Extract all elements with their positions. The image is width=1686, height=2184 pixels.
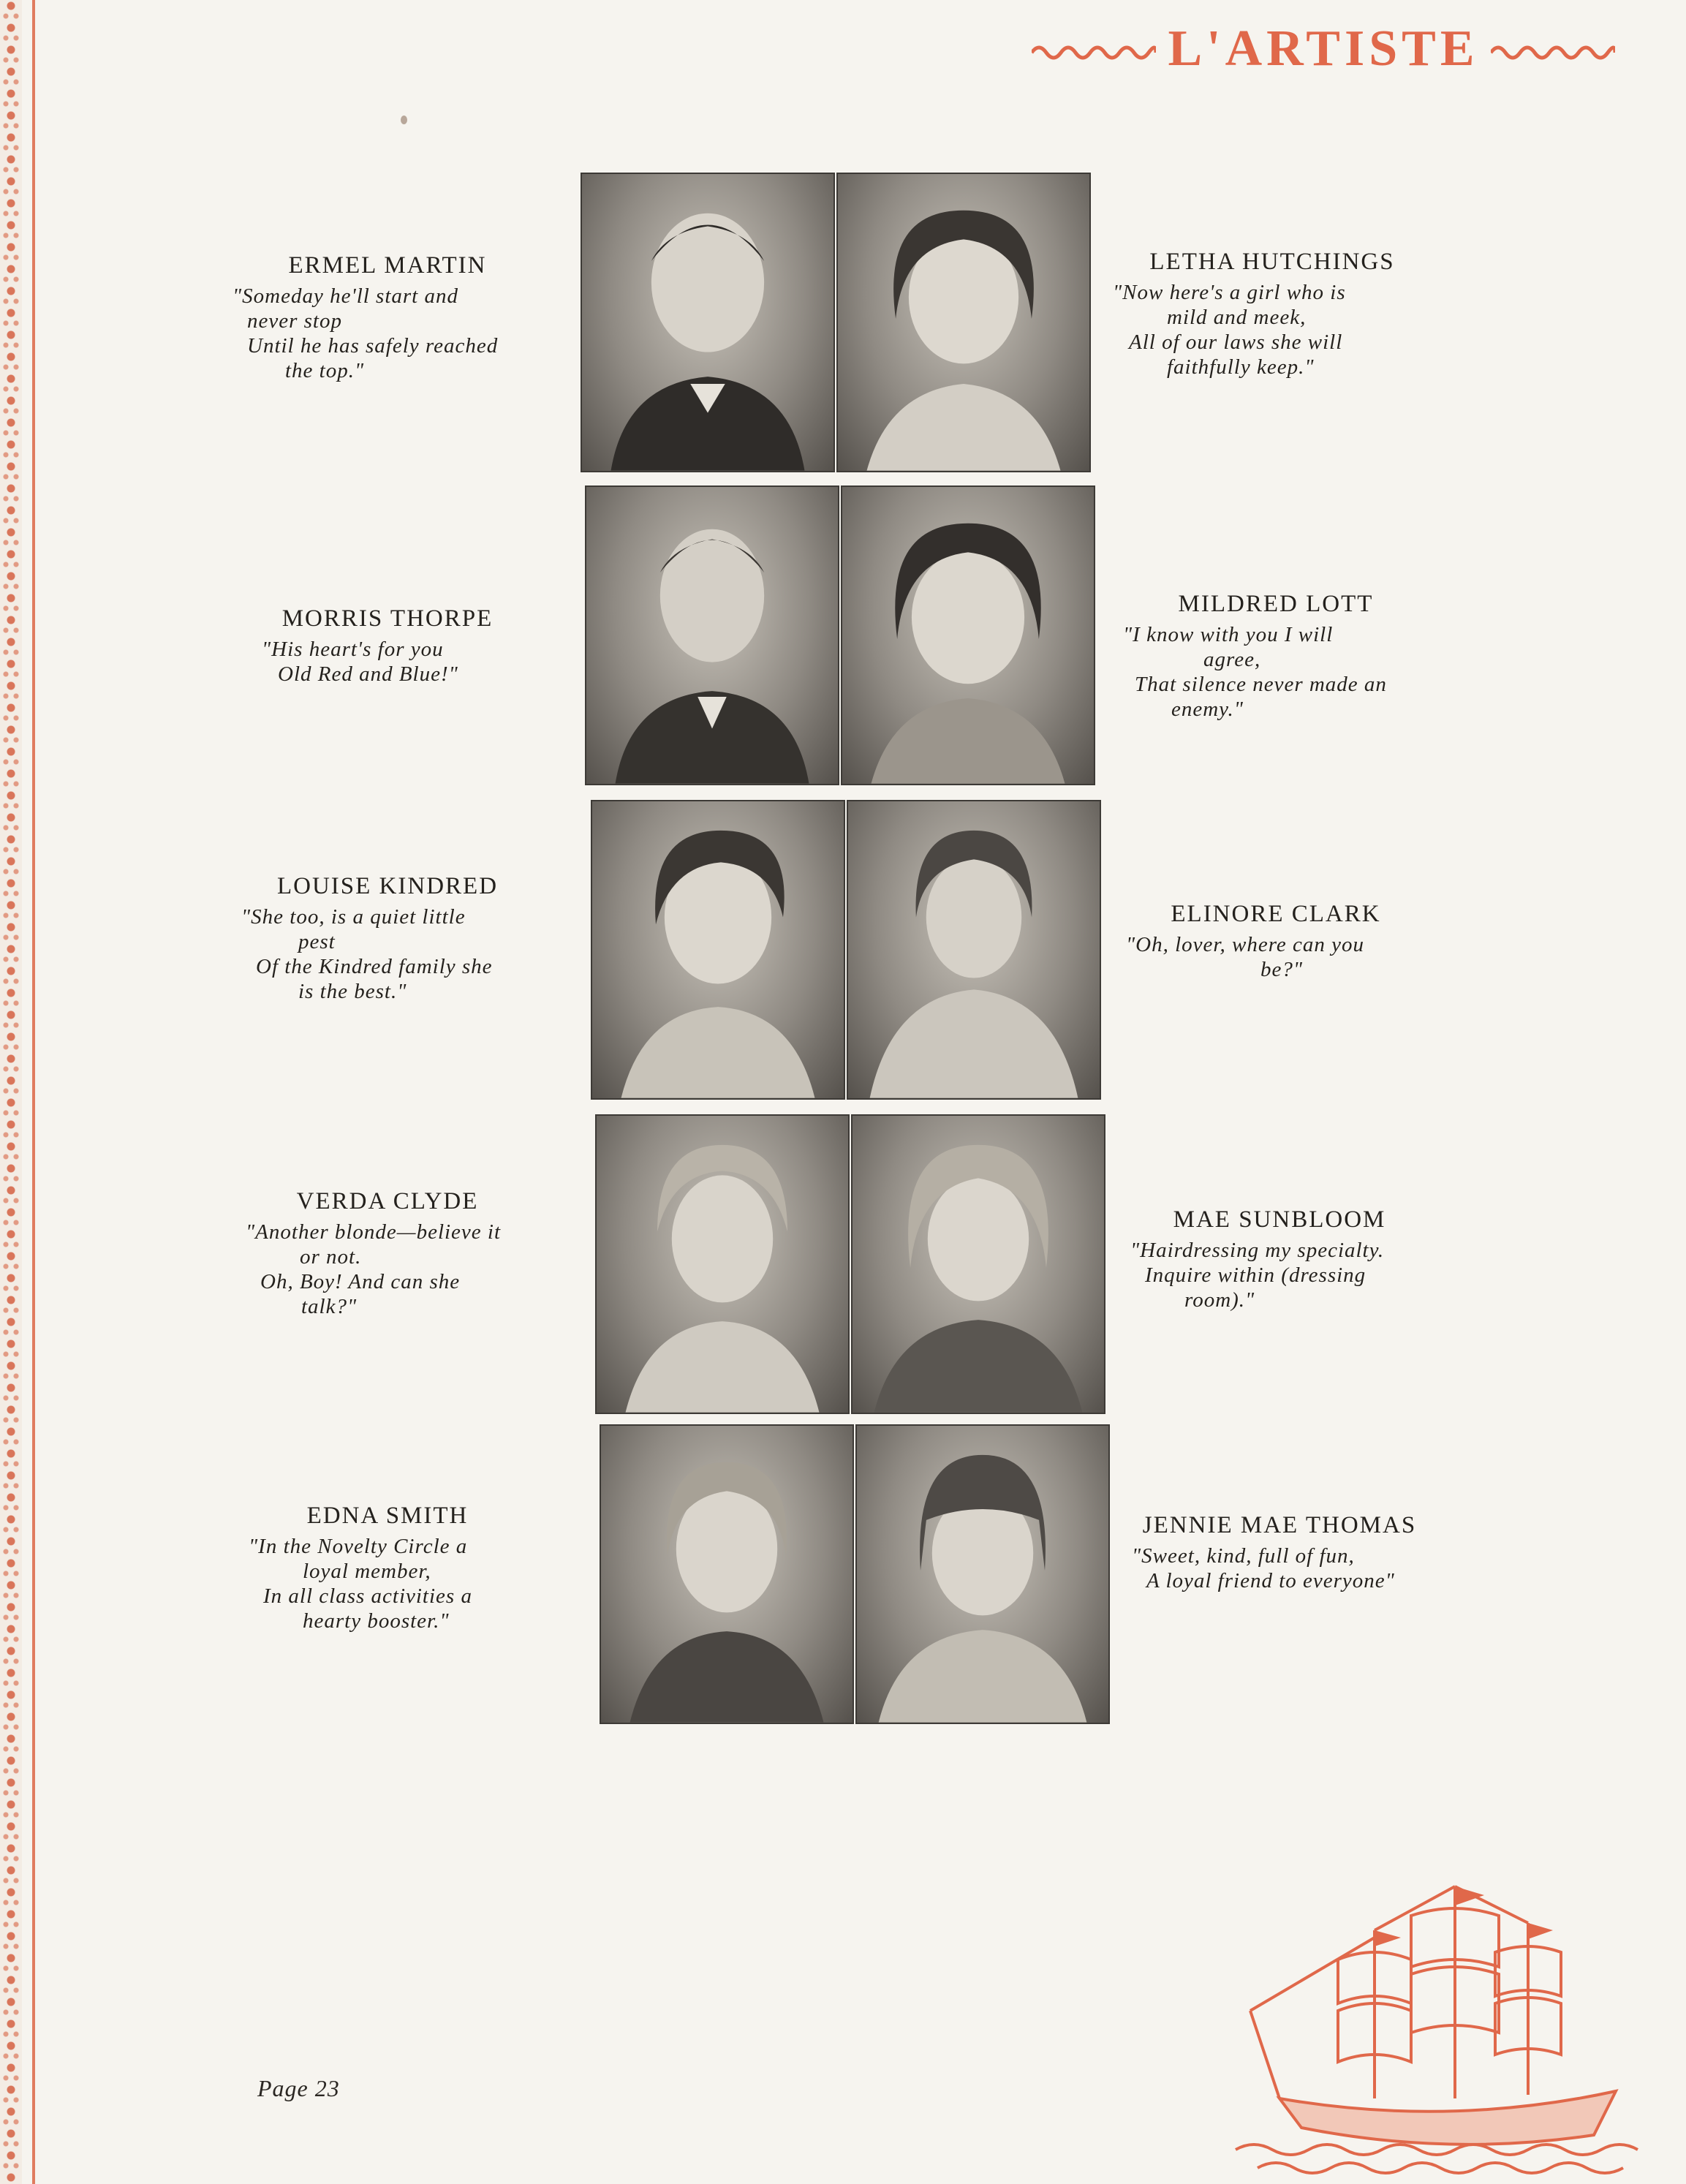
sailing-ship-icon [1228, 1857, 1667, 2179]
student-name: LOUISE KINDRED [276, 873, 499, 899]
student-name: MORRIS THORPE [281, 605, 494, 632]
portrait-photo-louise-kindred [591, 800, 845, 1100]
portrait-silhouette-icon [601, 1426, 853, 1723]
student-caption-ermel-martin [219, 252, 556, 383]
student-name: ELINORE CLARK [1171, 901, 1381, 927]
portrait-silhouette-icon [597, 1116, 848, 1413]
portrait-silhouette-icon [586, 487, 838, 784]
student-caption-elinore-clark [1104, 901, 1448, 982]
portrait-silhouette-icon [592, 801, 844, 1098]
student-name: MILDRED LOTT [1178, 591, 1374, 617]
portrait-silhouette-icon [857, 1426, 1108, 1723]
decorative-border [0, 0, 22, 2184]
student-name: ERMEL MARTIN [288, 252, 487, 279]
portrait-photo-morris-thorpe [585, 485, 839, 785]
portrait-silhouette-icon [853, 1116, 1104, 1413]
student-quote: "Now here's a girl who is mild and meek, All of our laws she will faithfully keep." [1113, 281, 1346, 379]
student-quote: "Someday he'll start and never stop Until he has safely reached the top." [233, 284, 499, 382]
student-caption-edna-smith [219, 1503, 556, 1633]
student-quote: "Hairdressing my specialty. Inquire within (dressing room)." [1130, 1239, 1385, 1312]
student-name: VERDA CLYDE [296, 1188, 479, 1214]
page-header [994, 16, 1652, 82]
student-quote: "His heart's for you Old Red and Blue!" [262, 638, 458, 686]
paper-speck [401, 116, 407, 124]
student-caption-letha-hutchings [1104, 249, 1440, 379]
student-quote: "Sweet, kind, full of fun, A loyal friend to everyone" [1132, 1544, 1395, 1592]
publication-title: L'ARTISTE [1168, 20, 1479, 77]
portrait-photo-ermel-martin [581, 173, 835, 472]
student-caption-jennie-mae-thomas [1104, 1512, 1455, 1593]
portrait-silhouette-icon [842, 487, 1094, 784]
student-quote: "I know with you I will agree, That silence never made an enemy." [1123, 623, 1387, 721]
portrait-photo-edna-smith [600, 1424, 854, 1724]
border-rule [32, 0, 35, 2184]
student-caption-louise-kindred [219, 873, 556, 1004]
portrait-photo-verda-clyde [595, 1114, 850, 1414]
student-name: MAE SUNBLOOM [1173, 1206, 1386, 1233]
portrait-silhouette-icon [848, 801, 1100, 1098]
portrait-photo-mae-sunbloom [851, 1114, 1105, 1414]
student-caption-mae-sunbloom [1104, 1206, 1455, 1312]
student-caption-mildred-lott [1104, 591, 1448, 722]
portrait-photo-mildred-lott [841, 485, 1095, 785]
student-quote: "She too, is a quiet little pest Of the Kindred family she is the best." [241, 905, 493, 1003]
page-number: Page 23 [257, 2075, 340, 2101]
student-quote: "Another blonde—believe it or not. Oh, Boy! And can she talk?" [246, 1220, 502, 1318]
wave-ornament-left-icon [1032, 38, 1156, 60]
student-caption-verda-clyde [219, 1188, 556, 1319]
student-caption-morris-thorpe [219, 605, 556, 687]
portrait-photo-jennie-mae-thomas [855, 1424, 1110, 1724]
student-name: JENNIE MAE THOMAS [1142, 1512, 1417, 1538]
portrait-photo-elinore-clark [847, 800, 1101, 1100]
portrait-photo-letha-hutchings [836, 173, 1091, 472]
wave-ornament-right-icon [1491, 38, 1615, 60]
portrait-silhouette-icon [582, 174, 833, 471]
student-name: LETHA HUTCHINGS [1149, 249, 1395, 275]
student-quote: "Oh, lover, where can you be?" [1126, 933, 1365, 981]
student-name: EDNA SMITH [306, 1503, 469, 1529]
student-quote: "In the Novelty Circle a loyal member, In all class activities a hearty booster." [249, 1535, 472, 1633]
portrait-silhouette-icon [838, 174, 1089, 471]
